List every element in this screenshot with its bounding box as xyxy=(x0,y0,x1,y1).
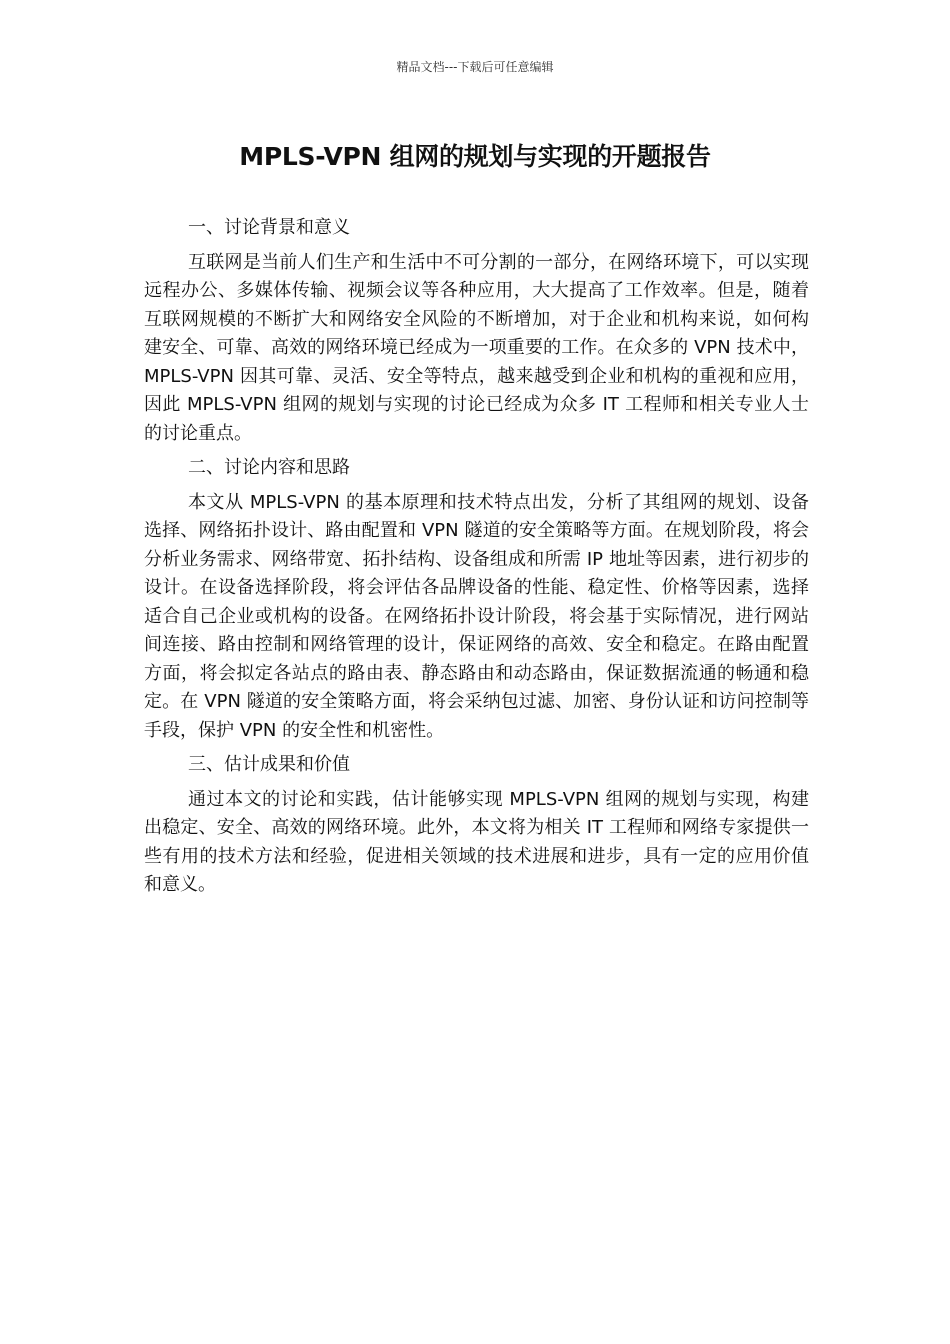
section-paragraph: 互联网是当前人们生产和生活中不可分割的一部分，在网络环境下，可以实现远程办公、多媒体传输、视频会议等各种应用，大大提高了工作效率。但是，随着互联网规模的不断扩大和网络安全风险的不断增加，对于企业和机构来说，如何构建安全、可靠、高效的网络环境已经成为一项重要的工作。在众多的 VPN 技术中，MPLS-VPN 因其可靠、灵活、安全等特点，越来越受到企业和机构的重视和应用，因此 MPLS-VPN 组网的规划与实现的讨论已经成为众多 IT 工程师和相关专业人士的讨论重点。 xyxy=(144,251,809,444)
section-paragraph: 本文从 MPLS-VPN 的基本原理和技术特点出发，分析了其组网的规划、设备选择、网络拓扑设计、路由配置和 VPN 隧道的安全策略等方面。在规划阶段，将会分析业务需求、网络带宽、拓扑结构、设备组成和所需 IP 地址等因素，进行初步的设计。在设备选择阶段，将会评估各品牌设备的性能、稳定性、价格等因素，选择适合自己企业或机构的设备。在网络拓扑设计阶段，将会基于实际情况，进行网站间连接、路由控制和网络管理的设计，保证网络的高效、安全和稳定。在路由配置方面，将会拟定各站点的路由表、静态路由和动态路由，保证数据流通的畅通和稳定。在 VPN 隧道的安全策略方面，将会采纳包过滤、加密、身份认证和访问控制等手段，保护 VPN 的安全性和机密性。 xyxy=(144,491,809,741)
section-heading: 二、讨论内容和思路 xyxy=(188,457,350,478)
section-results xyxy=(144,751,809,900)
section-background xyxy=(144,214,809,448)
section-content xyxy=(144,454,809,745)
page-header-watermark: 精品文档---下载后可任意编辑 xyxy=(396,60,554,74)
document-body xyxy=(144,214,809,906)
section-heading: 一、讨论背景和意义 xyxy=(188,217,350,238)
section-heading: 三、估计成果和价值 xyxy=(188,754,350,775)
section-paragraph: 通过本文的讨论和实践，估计能够实现 MPLS-VPN 组网的规划与实现，构建出稳定、安全、高效的网络环境。此外，本文将为相关 IT 工程师和网络专家提供一些有用的技术方法和经验，促进相关领域的技术进展和进步，具有一定的应用价值和意义。 xyxy=(144,788,809,895)
document-title: MPLS-VPN 组网的规划与实现的开题报告 xyxy=(239,142,711,171)
